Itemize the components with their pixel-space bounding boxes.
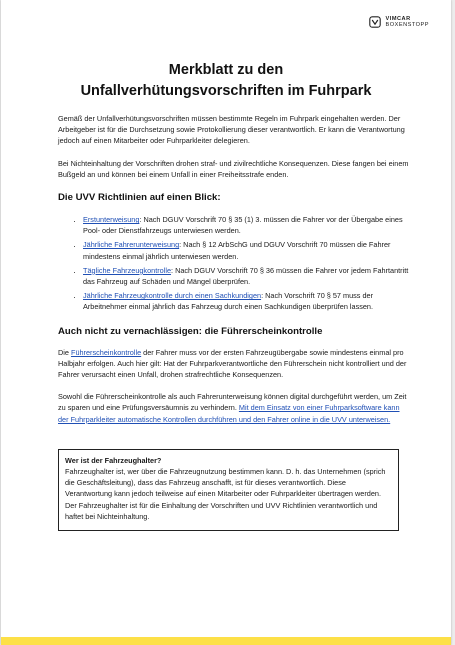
link-jaehrliche-fahrzeugkontrolle[interactable]: Jährliche Fahrzeugkontrolle durch einen Sachkundigen (83, 291, 262, 301)
logo-product: BOXENSTOPP (385, 22, 429, 29)
uvv-list (58, 214, 411, 313)
section2-paragraph-1 (58, 347, 411, 381)
link-taegliche-fahrzeugkontrolle[interactable]: Tägliche Fahrzeugkontrolle (83, 265, 172, 275)
info-box-text: Fahrzeughalter ist, wer über die Fahrzeugnutzung bestimmen kann. D. h. das Unternehmen (sprich die Geschäftsleitung), dass das Fahrzeug anschafft, ist für dieses verantwortlich. Diese Verantwortung kann jedoch teilweise auf einen Mitarbeiter oder Fuhrparkleiter übertragen werden. Der Fahrzeughalter ist für die Einhaltung der Vorschriften und UVV Richtlinien verantwortlich und haftet bei Nichteinhaltung. (65, 467, 386, 521)
logo-text (386, 16, 429, 29)
logo-brand: VIMCAR (385, 16, 411, 22)
info-box-fahrzeughalter (58, 449, 399, 531)
vimcar-logo (369, 16, 429, 29)
list-item (83, 265, 411, 287)
text-fragment: Die (58, 347, 71, 357)
link-fuehrerscheinkontrolle[interactable]: Führerscheinkontrolle (70, 347, 142, 357)
document-page (1, 0, 451, 645)
document-body (58, 113, 411, 531)
link-erstunterweisung[interactable]: Erstunterweisung (83, 215, 140, 225)
page-title (1, 60, 451, 102)
link-fuhrparksoftware[interactable]: Mit dem Einsatz von einer Fuhrparksoftware kann der Fuhrparkleiter automatische Kontrollen durchführen und den Fahrer online in die UVV unterweisen. (58, 403, 400, 424)
list-item-text: : Nach DGUV Vorschrift 70 § 36 müssen die Fahrer vor jedem Fahrtantritt das Fahrzeug auf Schäden und Mängel überprüfen. (83, 265, 409, 287)
text-fragment: der Fahrer muss vor der ersten Fahrzeugübergabe sowie mindestens einmal pro Halbjahr erfolgen. Auch hier gilt: Hat der Fuhrparkverantwortliche den Führerschein nicht kontrolliert und der Fahrer verursacht einen Unfall, drohen strafrechtliche Konsequenzen. (58, 347, 407, 380)
footer-accent-band (1, 637, 451, 645)
info-box-title: Wer ist der Fahrzeughalter? (65, 455, 162, 465)
section2-paragraph-2 (58, 391, 411, 425)
link-jaehrliche-fahrerunterweisung[interactable]: Jährliche Fahrerunterweisung (83, 240, 180, 250)
list-item-text: : Nach DGUV Vorschrift 70 § 35 (1) 3. müssen die Fahrer vor der Übergabe eines Pool- oder Dienstfahrzeugs unterwiesen werden. (83, 215, 403, 236)
list-item (83, 290, 411, 312)
list-item (83, 214, 411, 236)
list-item (83, 239, 411, 261)
section-heading-fuehrerscheinkontrolle: Auch nicht zu vernachlässigen: die Führerscheinkontrolle (58, 325, 323, 337)
title-line-1: Merkblatt zu den (168, 62, 284, 78)
intro-paragraph-2: Bei Nichteinhaltung der Vorschriften drohen straf- und zivilrechtliche Konsequenzen. Diese fangen bei einem Bußgeld an und können bei einem Unfall in einer Freiheitsstrafe enden. (58, 158, 409, 179)
intro-paragraph-1: Gemäß der Unfallverhütungsvorschriften müssen bestimmte Regeln im Fuhrpark eingehalten werden. Der Arbeitgeber ist für die Durchsetzung sowie Protokollierung dieser verantwortlich. Er kann die Verantwortung jedoch auf einen Mitarbeiter oder Fuhrparkleiter delegieren. (58, 114, 405, 146)
vimcar-logo-icon (369, 16, 381, 28)
list-item-text: : Nach § 12 ArbSchG und DGUV Vorschrift 70 müssen die Fahrer mindestens einmal jährlich unterwiesen werden. (83, 240, 391, 261)
text-fragment: Sowohl die Führerscheinkontrolle als auch Fahrerunterweisung können digital durchgeführt werden, um Zeit zu sparen und eine Prüfungsversäumnis zu verhindern. (58, 392, 407, 413)
list-item-text: : Nach Vorschrift 70 § 57 muss der Arbeitnehmer einmal jährlich das Fahrzeug durch einen Sachkundigen überprüfen lassen. (83, 291, 374, 312)
title-line-2: Unfallverhütungsvorschriften im Fuhrpark (80, 83, 372, 99)
section-heading-uvv: Die UVV Richtlinien auf einen Blick: (58, 192, 221, 204)
